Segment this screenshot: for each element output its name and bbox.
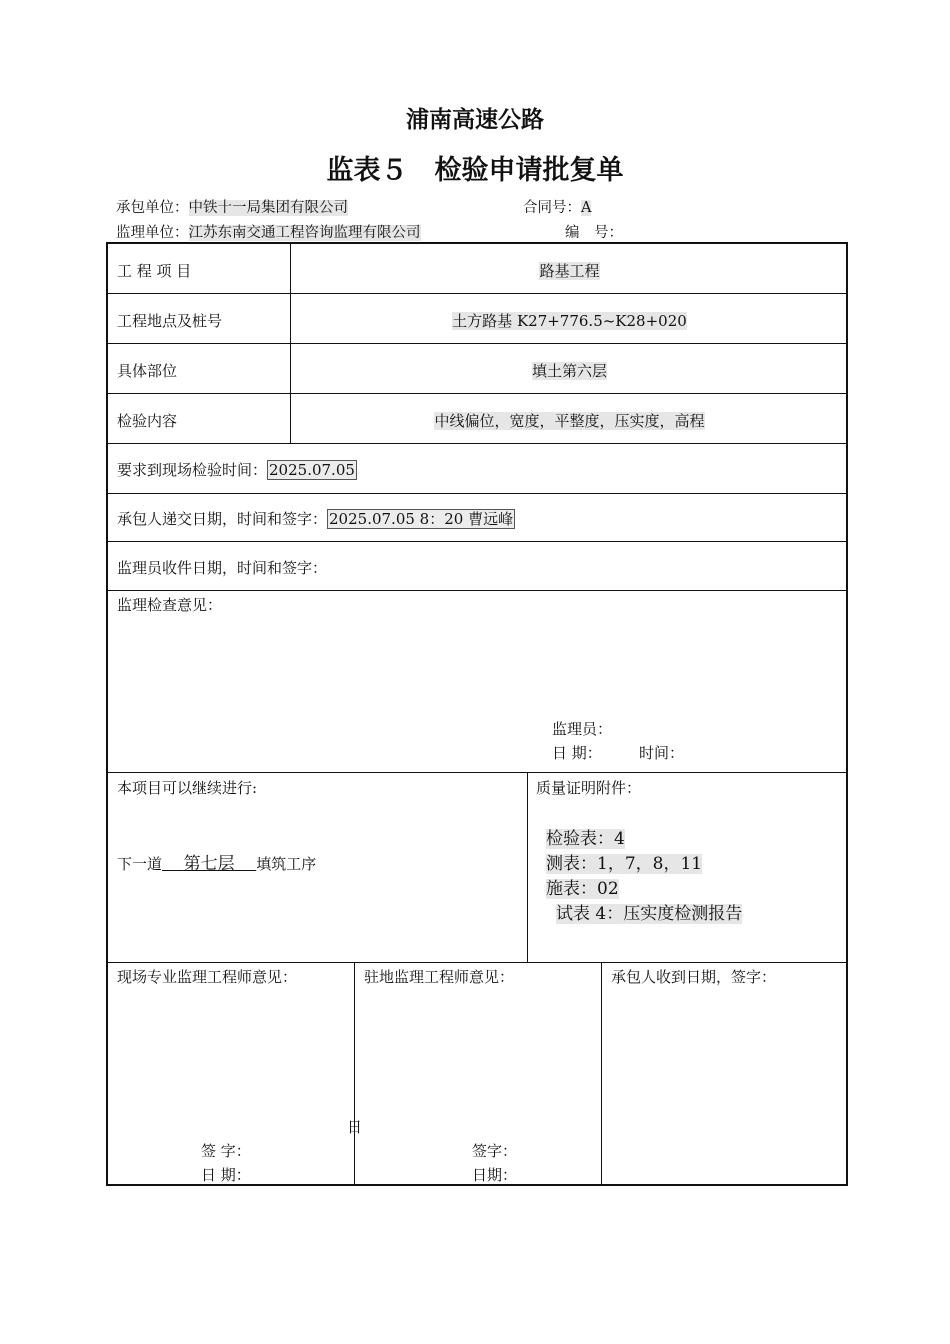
required-time-label: 要求到现场检验时间： — [117, 461, 268, 479]
contractor-receive-label: 承包人收到日期，签字： — [611, 968, 777, 986]
number-label: 编 号： — [565, 225, 623, 241]
inspection-date-label: 日 期： — [552, 744, 602, 762]
contractor-line — [116, 196, 348, 217]
date-label-2: 日期： — [472, 1166, 518, 1184]
inspector-label: 监理员： — [552, 720, 613, 738]
inspection-time-label: 时间： — [639, 744, 685, 762]
project-name: 浦南高速公路 — [406, 107, 544, 133]
required-time-value: 2025.07.05 — [269, 461, 355, 479]
contract-no-value: A — [581, 200, 592, 216]
next-prefix: 下一道 — [117, 855, 163, 873]
required-time-row — [117, 459, 357, 480]
supervisor-value: 江苏东南交通工程咨询监理有限公司 — [188, 225, 421, 241]
project-value: 路基工程 — [539, 262, 600, 280]
next-suffix: 填筑工序 — [256, 855, 317, 873]
part-label: 具体部位 — [117, 362, 178, 380]
submit-value: 2025.07.05 8：20 曹远峰 — [329, 510, 514, 528]
stray-char: 日 — [347, 1118, 363, 1136]
attachment-item: 测表：1，7，8，11 — [546, 854, 703, 874]
continue-label: 本项目可以继续进行: — [117, 779, 258, 797]
approval-table — [106, 242, 848, 1186]
date-label-1: 日 期： — [201, 1166, 251, 1184]
contract-no-line — [523, 196, 591, 217]
supervisor-label: 监理单位： — [116, 225, 189, 241]
attachment-item: 检验表：4 — [546, 829, 625, 849]
contractor-value: 中铁十一局集团有限公司 — [188, 200, 348, 216]
attachment-item: 施表：02 — [546, 879, 619, 899]
opinion-label: 监理检查意见： — [117, 596, 223, 614]
supervisor-line — [116, 221, 421, 242]
attachments-label: 质量证明附件： — [536, 779, 642, 797]
submit-row — [117, 508, 515, 529]
submit-label: 承包人递交日期，时间和签字： — [117, 510, 328, 528]
sign-label-2: 签字： — [472, 1142, 518, 1160]
contractor-label: 承包单位： — [116, 200, 189, 216]
contract-no-label: 合同号： — [523, 200, 581, 216]
resident-engineer-label: 驻地监理工程师意见： — [364, 968, 515, 986]
form-title: 监表５ 检验申请批复单 — [326, 155, 624, 186]
part-value: 填土第六层 — [531, 362, 607, 380]
receive-label: 监理员收件日期，时间和签字： — [117, 559, 328, 577]
location-label: 工程地点及桩号 — [117, 312, 223, 330]
next-step-row — [117, 849, 316, 874]
project-label: 工 程 项 目 — [117, 262, 192, 280]
content-label: 检验内容 — [117, 412, 178, 430]
next-value: 第七层 — [183, 854, 235, 874]
content-value: 中线偏位，宽度，平整度，压实度，高程 — [434, 412, 705, 430]
site-engineer-label: 现场专业监理工程师意见： — [117, 968, 298, 986]
attachment-item: 试表 4：压实度检测报告 — [556, 904, 743, 924]
location-value: 土方路基 K27+776.5~K28+020 — [452, 312, 687, 330]
sign-label-1: 签 字： — [201, 1142, 251, 1160]
